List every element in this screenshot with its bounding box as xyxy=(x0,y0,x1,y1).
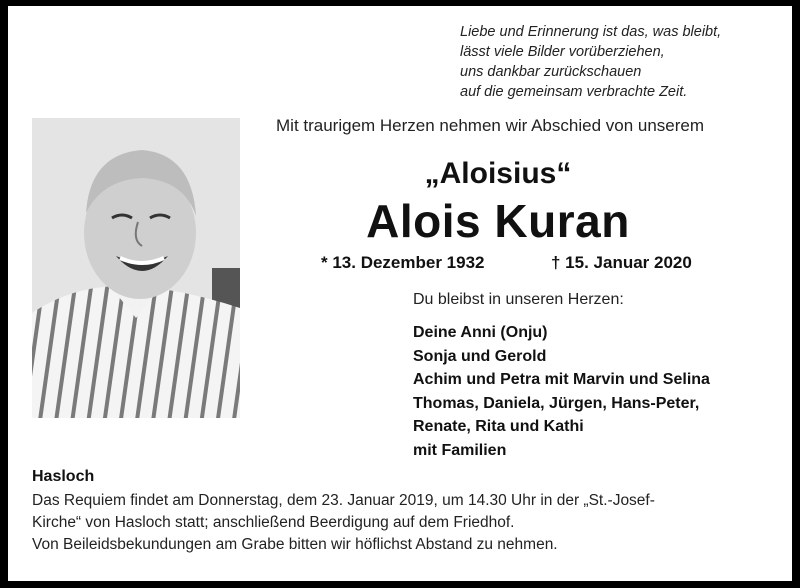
birth-date: * 13. Dezember 1932 xyxy=(321,253,485,272)
mourner-line: mit Familien xyxy=(413,441,507,459)
deceased-name: Alois Kuran xyxy=(366,195,630,247)
memorial-poem xyxy=(460,22,780,102)
poem-line: lässt viele Bilder vorüberziehen, xyxy=(460,44,665,60)
mourner-line: Renate, Rita und Kathi xyxy=(413,418,584,435)
mourner-line: Achim und Petra mit Marvin und Selina xyxy=(413,371,710,388)
poem-line: auf die gemeinsam verbrachte Zeit. xyxy=(460,84,688,100)
mourner-line: Thomas, Daniela, Jürgen, Hans-Peter, xyxy=(413,394,700,412)
notice-line: Das Requiem findet am Donnerstag, dem 23. Januar 2019, um 14.30 Uhr in der „St.-Josef- xyxy=(32,492,655,509)
mourners-list xyxy=(413,321,710,462)
notice-line: Von Beileidsbekundungen am Grabe bitten wir höflichst Abstand zu nehmen. xyxy=(32,536,558,553)
death-date: † 15. Januar 2020 xyxy=(551,253,692,272)
obituary-card xyxy=(8,6,792,581)
mourner-line: Deine Anni (Onju) xyxy=(413,324,548,341)
nickname: „Aloisius“ xyxy=(424,157,572,190)
portrait-photo xyxy=(32,118,240,418)
portrait-illustration xyxy=(32,118,240,418)
farewell-line: Du bleibst in unseren Herzen: xyxy=(413,291,624,308)
notice-line: Kirche“ von Hasloch statt; anschließend Beerdigung auf dem Friedhof. xyxy=(32,514,515,531)
mourner-line: Sonja und Gerold xyxy=(413,347,547,365)
poem-line: Liebe und Erinnerung ist das, was bleibt, xyxy=(460,24,722,40)
funeral-notice xyxy=(32,490,782,556)
place-heading: Hasloch xyxy=(32,468,95,485)
poem-line: uns dankbar zurückschauen xyxy=(460,64,642,80)
intro-text: Mit traurigem Herzen nehmen wir Abschied von unserem xyxy=(276,116,705,135)
